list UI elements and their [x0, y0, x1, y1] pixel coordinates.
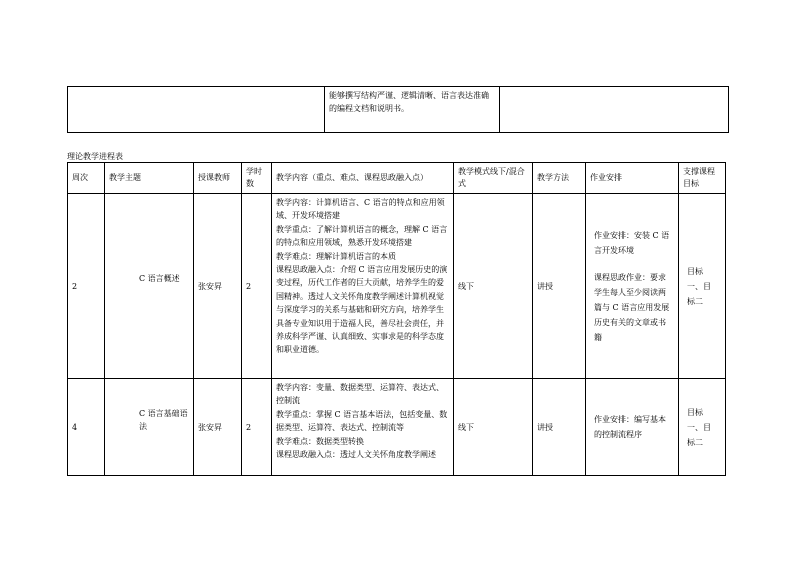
topic-text: C 语言基础语法	[139, 409, 188, 431]
method-cell: 讲授	[533, 379, 586, 476]
assignment-line: 课程思政作业：要求学生每人至少阅读两篇与 C 语言应用发展历史有关的文章或书籍	[594, 272, 670, 342]
header-method: 教学方法	[533, 163, 586, 194]
continued-text: 能够撰写结构严谨、逻辑清晰、语言表达准确的编程文档和说明书。	[329, 91, 489, 113]
header-teacher: 授课教师	[194, 163, 242, 194]
header-week: 周次	[68, 163, 105, 194]
teacher-cell: 张安昇	[194, 194, 242, 379]
week-cell: 2	[68, 194, 105, 379]
header-target: 支撑课程目标	[679, 163, 726, 194]
content-cell	[272, 194, 454, 379]
content-cell	[272, 379, 454, 476]
header-assignment: 作业安排	[586, 163, 679, 194]
assignment-cell	[586, 194, 679, 379]
header-row	[68, 163, 726, 194]
content-line: 课程思政融入点：介绍 C 语言应用发展历史的演变过程，历代工作者的巨大贡献，培养学生的爱国精神。透过人文关怀角度教学阐述计算机视觉与深度学习的关系与基础和研究方向，培养学生具备专业知识用于造福人民，善尽社会责任，并养成科学严谨、认真细致、实事求是的科学态度和职业道德。	[276, 265, 448, 355]
header-mode: 教学模式线下/混合式	[454, 163, 533, 194]
continued-table	[67, 86, 729, 133]
content-line: 教学重点：掌握 C 语言基本语法，包括变量、数据类型、运算符、表达式、控制流等	[276, 409, 448, 433]
topic-cell	[105, 194, 194, 379]
target-cell	[679, 379, 726, 476]
topic-text: C 语言概述	[139, 274, 180, 283]
content-line: 课程思政融入点：透过人文关怀角度教学阐述	[276, 450, 436, 460]
empty-cell	[68, 87, 325, 133]
header-content: 教学内容（重点、难点、课程思政融入点）	[272, 163, 454, 194]
assignment-line: 作业安排：编写基本的控制流程序	[594, 415, 666, 439]
empty-cell	[500, 87, 729, 133]
method-cell: 讲授	[533, 194, 586, 379]
assignment-cell	[586, 379, 679, 476]
topic-cell	[105, 379, 194, 476]
mode-cell: 线下	[454, 194, 533, 379]
target-text: 目标一、目标二	[687, 266, 711, 306]
content-line: 教学内容：变量、数据类型、运算符、表达式、控制流	[276, 383, 444, 406]
table-row	[68, 194, 726, 379]
assignment-line: 作业安排：安装 C 语言开发环境	[594, 230, 670, 255]
week-cell: 4	[68, 379, 105, 476]
continued-text-cell	[325, 87, 500, 133]
header-topic: 教学主题	[105, 163, 194, 194]
schedule-table	[67, 162, 726, 476]
content-line: 教学重点：了解计算机语言的概念，理解 C 语言的特点和应用领域，熟悉开发环境搭建	[276, 224, 448, 248]
table-row	[68, 379, 726, 476]
content-line: 教学难点：理解计算机语言的本质	[276, 251, 396, 261]
content-line: 教学难点：数据类型转换	[276, 436, 364, 446]
mode-cell: 线下	[454, 379, 533, 476]
table-caption: 理论教学进程表	[67, 152, 123, 161]
content-line: 教学内容：计算机语言、C 语言的特点和应用领域、开发环境搭建	[276, 198, 445, 221]
hours-cell: 2	[242, 194, 272, 379]
teacher-cell: 张安昇	[194, 379, 242, 476]
header-hours: 学时数	[242, 163, 272, 194]
hours-cell: 2	[242, 379, 272, 476]
target-text: 目标一、目标二	[687, 407, 711, 447]
target-cell	[679, 194, 726, 379]
